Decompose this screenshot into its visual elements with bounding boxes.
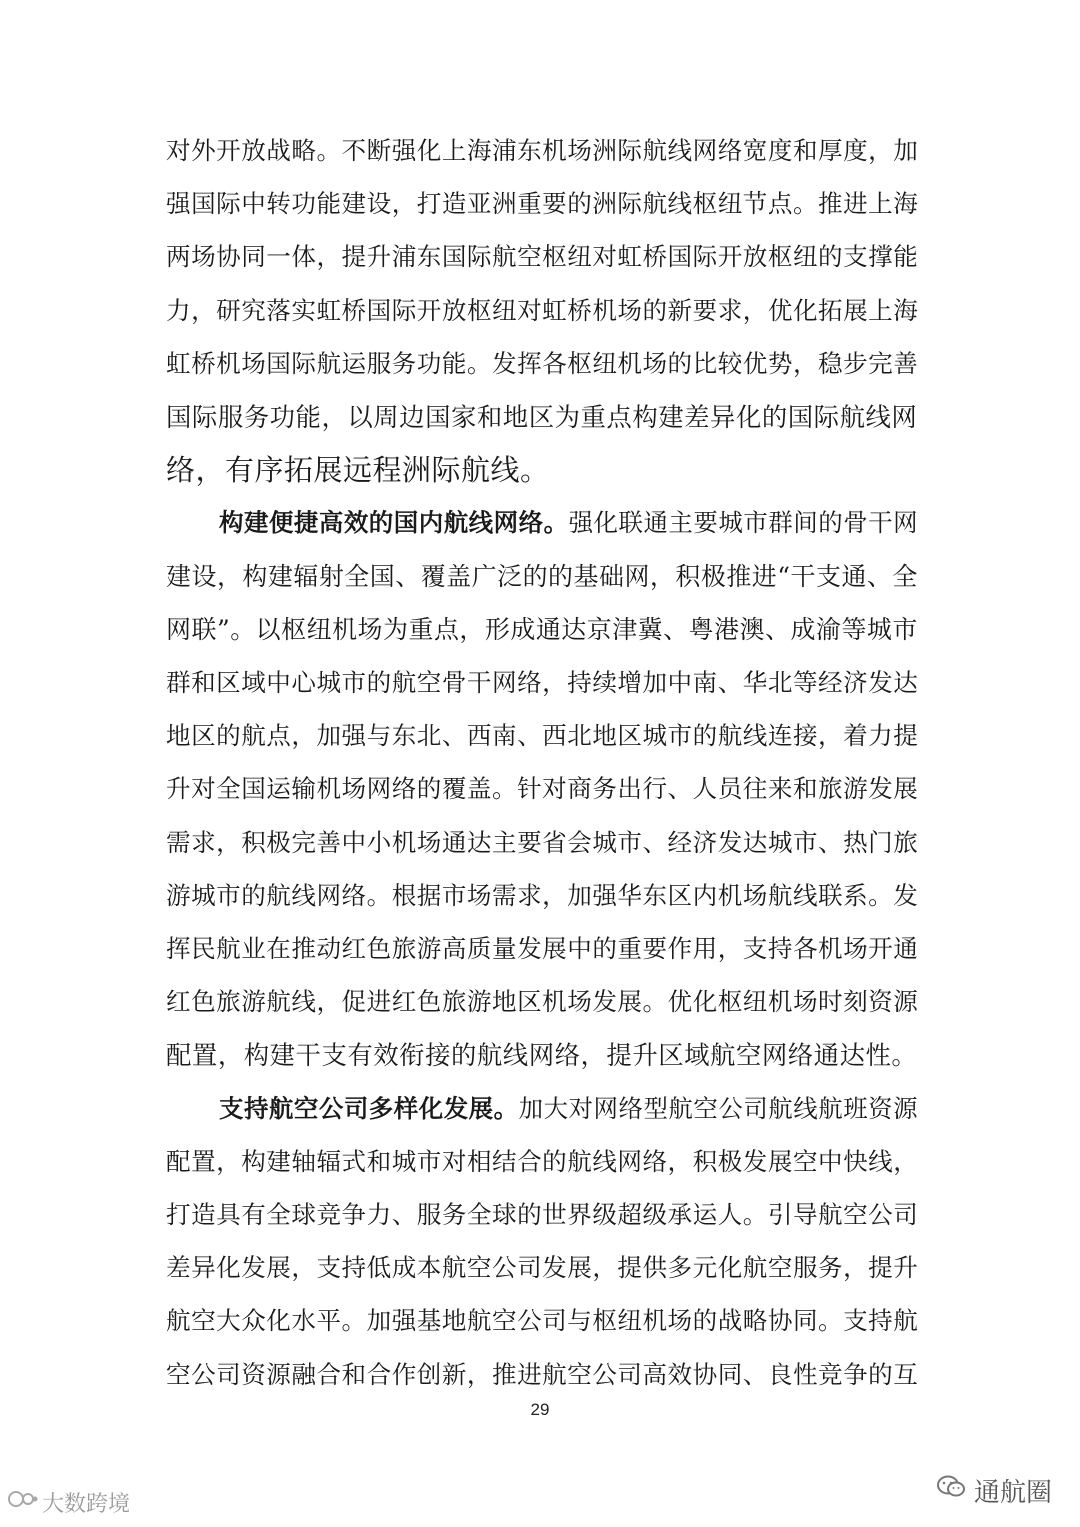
text-line bbox=[166, 1198, 919, 1232]
text-line bbox=[166, 932, 919, 966]
line-text: 强化联通主要城市群间的骨干网 bbox=[568, 508, 919, 537]
paragraph-first-line bbox=[219, 506, 919, 540]
text-line bbox=[166, 1038, 916, 1072]
line-text: 加大对网络型航空公司航线航班资源 bbox=[518, 1094, 919, 1123]
watermark-logo-icon bbox=[8, 1488, 38, 1516]
line-text: 强国际中转功能建设，打造亚洲重要的洲际航线枢纽节点。推进上海 bbox=[166, 189, 919, 218]
watermark-left bbox=[8, 1487, 130, 1517]
text-line bbox=[166, 879, 919, 913]
text-line bbox=[166, 560, 916, 594]
line-text: 打造具有全球竞争力、服务全球的世界级超级承运人。引导航空公司 bbox=[166, 1200, 919, 1229]
text-line bbox=[166, 772, 919, 806]
line-text: 配置，构建轴辐式和城市对相结合的航线网络，积极发展空中快线， bbox=[166, 1147, 919, 1176]
line-text: 升对全国运输机场网络的覆盖。针对商务出行、人员往来和旅游发展 bbox=[166, 774, 919, 803]
watermark-right bbox=[936, 1470, 1052, 1510]
text-line bbox=[166, 1145, 919, 1179]
text-line bbox=[166, 1304, 919, 1338]
paragraph-first-line bbox=[219, 1092, 919, 1126]
text-line bbox=[166, 1358, 919, 1392]
line-text: 配置，构建干支有效衔接的航线网络，提升区域航空网络通达性。 bbox=[166, 1040, 918, 1070]
text-line bbox=[166, 613, 916, 647]
text-line bbox=[166, 400, 916, 434]
line-text: 红色旅游航线，促进红色旅游地区机场发展。优化枢纽机场时刻资源 bbox=[166, 987, 919, 1016]
line-text: 络，有序拓展远程洲际航线。 bbox=[166, 453, 550, 487]
line-text: 游城市的航线网络。根据市场需求，加强华东区内机场航线联系。发 bbox=[166, 881, 919, 910]
text-line bbox=[166, 134, 919, 168]
line-text: 力，研究落实虹桥国际开放枢纽对虹桥机场的新要求，优化拓展上海 bbox=[166, 296, 919, 325]
page-number: 29 bbox=[530, 1400, 550, 1419]
text-line bbox=[166, 187, 919, 221]
line-text: 空公司资源融合和合作创新，推进航空公司高效协同、良性竞争的互 bbox=[166, 1360, 919, 1389]
bold-heading-text: 支持航空公司多样化发展。 bbox=[219, 1094, 519, 1123]
watermark-right-text: 通航圈 bbox=[974, 1477, 1053, 1508]
text-line bbox=[166, 347, 919, 381]
line-text: 挥民航业在推动红色旅游高质量发展中的重要作用，支持各机场开通 bbox=[166, 934, 919, 963]
text-line bbox=[166, 826, 919, 860]
line-text: 两场协同一体，提升浦东国际航空枢纽对虹桥国际开放枢纽的支撑能 bbox=[166, 242, 919, 271]
line-text: 地区的航点，加强与东北、西南、西北地区城市的航线连接，着力提 bbox=[166, 721, 919, 750]
line-text: 国际服务功能，以周边国家和地区为重点构建差异化的国际航线网 bbox=[166, 402, 918, 432]
line-text: 虹桥机场国际航运服务功能。发挥各枢纽机场的比较优势，稳步完善 bbox=[166, 349, 919, 378]
text-line bbox=[166, 453, 916, 487]
text-line bbox=[166, 985, 919, 1019]
text-line bbox=[166, 240, 919, 274]
bold-heading-text: 构建便捷高效的国内航线网络。 bbox=[219, 508, 569, 537]
text-line bbox=[166, 294, 919, 328]
line-text: 航空大众化水平。加强基地航空公司与枢纽机场的战略协同。支持航 bbox=[166, 1306, 919, 1335]
line-text: 群和区域中心城市的航空骨干网络，持续增加中南、华北等经济发达 bbox=[166, 668, 919, 697]
text-line bbox=[166, 666, 919, 700]
text-line bbox=[166, 1251, 919, 1285]
line-text: 对外开放战略。不断强化上海浦东机场洲际航线网络宽度和厚度，加 bbox=[166, 136, 919, 165]
wechat-icon bbox=[936, 1474, 966, 1507]
watermark-left-text: 大数跨境 bbox=[42, 1491, 131, 1517]
line-text: 差异化发展，支持低成本航空公司发展，提供多元化航空服务，提升 bbox=[166, 1253, 919, 1282]
text-line bbox=[166, 719, 919, 753]
line-text: 网联”。以枢纽机场为重点，形成通达京津冀、粤港澳、成渝等城市 bbox=[166, 615, 918, 644]
line-text: 建设，构建辐射全国、覆盖广泛的的基础网，积极推进“干支通、全 bbox=[166, 562, 918, 591]
line-text: 需求，积极完善中小机场通达主要省会城市、经济发达城市、热门旅 bbox=[166, 828, 919, 857]
